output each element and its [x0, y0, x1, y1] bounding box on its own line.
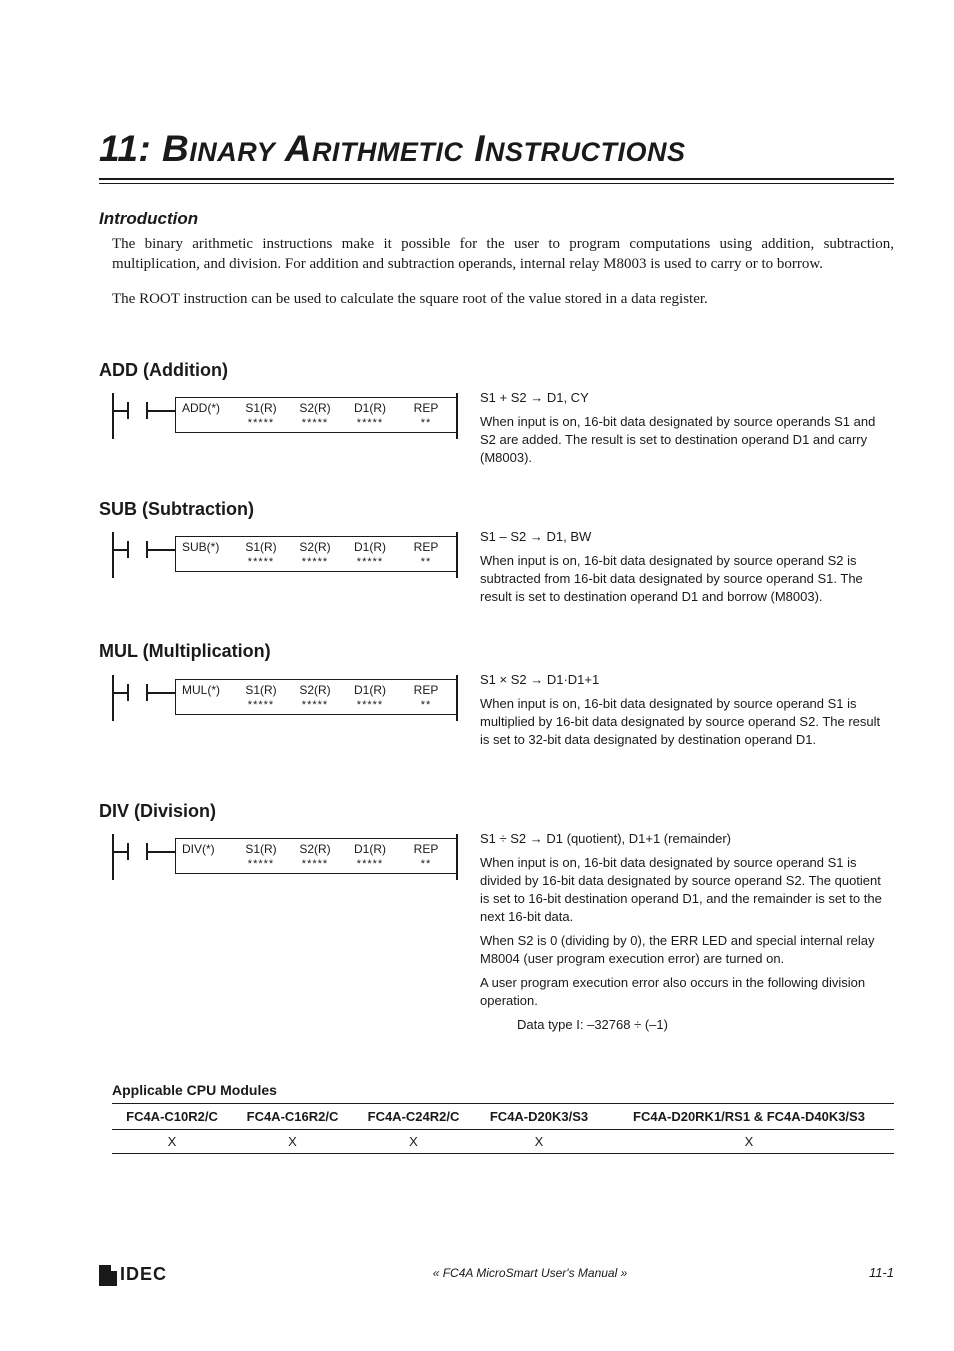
sub-heading: SUB (Subtraction)	[99, 499, 254, 519]
mul-ladder-diagram	[108, 675, 468, 725]
div-instruction-box: DIV(*) S1(R) S2(R) D1(R) REP ***** ***** ***** **	[175, 838, 457, 874]
mul-formula: S1 × S2 → D1·D1+1	[480, 672, 600, 687]
add-instruction-box: ADD(*) S1(R) S2(R) D1(R) REP ***** ***** ***** **	[175, 397, 457, 433]
sub-description: S1 – S2 → D1, BW When input is on, 16-bit data designated by source operand S2 is subtracted from 16-bit data designated by source operand S1. The result is set to destination operand D1 and borrow (M8003).	[480, 528, 892, 612]
sub-formula: S1 – S2 → D1, BW	[480, 529, 592, 544]
div-ladder-diagram	[108, 834, 468, 884]
add-description: S1 + S2 → D1, CY When input is on, 16-bit data designated by source operands S1 and S2 are added. The result is set to destination operand D1 and carry (M8003).	[480, 389, 892, 473]
idec-logo-mark-icon	[99, 1265, 117, 1286]
sub-instruction-box: SUB(*) S1(R) S2(R) D1(R) REP ***** ***** ***** **	[175, 536, 457, 572]
footer-manual-title: « FC4A MicroSmart User's Manual »	[432, 1266, 628, 1280]
div-formula: S1 ÷ S2 → D1 (quotient), D1+1 (remainder)	[480, 831, 731, 846]
title-rule-thin	[99, 183, 894, 184]
applicable-cpu-modules-table	[112, 1103, 894, 1154]
page-number: 11-1	[868, 1265, 894, 1280]
introduction-paragraph-1: The binary arithmetic instructions make it possible for the user to program computations using addition, subtraction, multiplication, and division. For addition and subtraction operands, internal relay M8003 is used to carry or to borrow.	[112, 236, 894, 272]
div-error-example: Data type I: –32768 ÷ (–1)	[517, 1017, 668, 1032]
title-rule-thick	[99, 178, 894, 180]
add-ladder-diagram	[108, 393, 468, 443]
table-row: X X X X X	[112, 1130, 894, 1154]
mul-description: S1 × S2 → D1·D1+1 When input is on, 16-bit data designated by source operand S1 is multiplied by 16-bit data designated by source operand S2. The result is set to 32-bit data designated by destination operand D1.	[480, 671, 892, 755]
add-heading: ADD (Addition)	[99, 360, 228, 380]
chapter-title: 11: BINARY ARITHMETIC INSTRUCTIONS	[99, 128, 686, 169]
mul-heading: MUL (Multiplication)	[99, 641, 271, 661]
introduction-paragraph-2: The ROOT instruction can be used to calculate the square root of the value stored in a data register.	[112, 291, 708, 307]
applicable-cpu-modules-heading: Applicable CPU Modules	[112, 1082, 277, 1098]
table-header-row: FC4A-C10R2/C FC4A-C16R2/C FC4A-C24R2/C FC4A-D20K3/S3 FC4A-D20RK1/RS1 & FC4A-D40K3/S3	[112, 1104, 894, 1130]
introduction-heading: Introduction	[99, 209, 199, 228]
div-heading: DIV (Division)	[99, 801, 217, 821]
idec-logo: IDEC	[99, 1264, 179, 1288]
add-formula: S1 + S2 → D1, CY	[480, 390, 589, 405]
div-description: S1 ÷ S2 → D1 (quotient), D1+1 (remainder) When input is on, 16-bit data designated by source operand S1 is divided by 16-bit data designated by source operand S2. The quotient is set to 16-bit destination operand D1, and the remainder is set to the next 16-bit data. When S2 is 0 (dividing by 0), the ERR LED and special internal relay M8004 (user program execution error) are turned on. A user program execution error also occurs in the following division operation. Data type I: –32768 ÷ (–1)	[480, 830, 892, 1040]
mul-instruction-box: MUL(*) S1(R) S2(R) D1(R) REP ***** ***** ***** **	[175, 679, 457, 715]
sub-ladder-diagram	[108, 532, 468, 582]
